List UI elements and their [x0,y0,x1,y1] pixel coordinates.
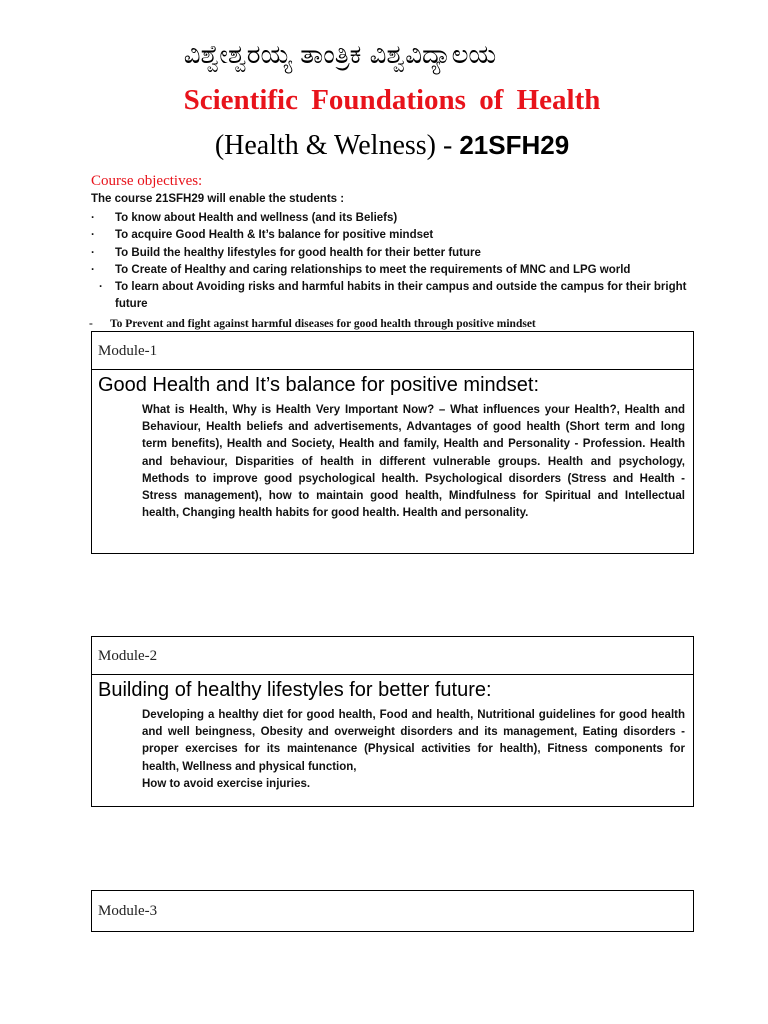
objective-text: To acquire Good Health & It’s balance for positive mindset [115,229,434,242]
module-3-box [91,890,694,932]
objective-text: To Build the healthy lifestyles for good health for their better future [115,246,481,259]
module-content: What is Health, Why is Health Very Important Now? – What influences your Health?, Health and Behaviour, Health beliefs and advertisements, Advantages of good health (Short term and long term benefits), Health and Society, Health and family, Health and Personality - Profession. Health and behaviour, Disparities of health in different vulnerable groups. Health and psychology, Methods to improve good psychological health. Psychological disorders (Stress and Health - Stress management), how to maintain good health, Mindfulness for Spiritual and Intellectual health, Changing health habits for good health. Health and personality. [142,404,685,520]
bullet-marker: · [91,263,95,276]
objective-item [91,210,701,227]
objective-text: To learn about Avoiding risks and harmful habits in their campus and outside the campus for their bright future [115,281,687,311]
bullet-marker: · [91,229,95,242]
module-content [92,702,693,801]
objective-text: To know about Health and wellness (and its Beliefs) [115,212,398,224]
university-name-kannada: ವಿಶ್ವೇಶ್ವರಯ್ಯ ತಾಂತ್ರಿಕ ವಿಶ್ವವಿದ್ಯಾಲಯ [183,40,497,70]
objective-item [91,227,701,244]
module-content-line: Developing a healthy diet for good health, Food and health, Nutritional guidelines for good health and well beingness, Obesity and overweight disorders and its management, Eating disorders - proper exercises for its maintenance (Physical activities for health), Fitness components for health, Wellness and physical function, [142,709,685,773]
module-2-box [91,636,694,807]
module-content-line: How to avoid exercise injuries. [142,777,311,790]
module-title: Building of healthy lifestyles for better future: [98,679,492,701]
course-subtitle [0,130,768,162]
module-title: Good Health and It’s balance for positive mindset: [98,374,539,396]
objective-item [91,279,701,314]
objective-item [91,262,701,279]
module-1-box [91,331,694,554]
subtitle-text: (Health & Welness) - [214,130,460,161]
objective-text: To Create of Healthy and caring relationships to meet the requirements of MNC and LPG world [115,263,631,276]
bullet-marker: · [91,246,95,259]
module-label: Module-1 [92,332,693,370]
module-label: Module-2 [92,637,693,675]
bullet-marker: · [91,212,95,224]
objectives-list [91,210,701,333]
course-title: Scientific Foundations of Health [183,84,601,116]
bullet-marker: - [89,317,93,330]
objective-item [91,245,701,262]
objective-text: To Prevent and fight against harmful diseases for good health through positive mindset [110,317,536,330]
bullet-marker: · [99,281,103,294]
module-label: Module-3 [98,903,158,919]
course-code: 21SFH29 [459,130,570,160]
objectives-intro: The course 21SFH29 will enable the students : [91,193,345,205]
objectives-heading: Course objectives: [91,173,203,189]
